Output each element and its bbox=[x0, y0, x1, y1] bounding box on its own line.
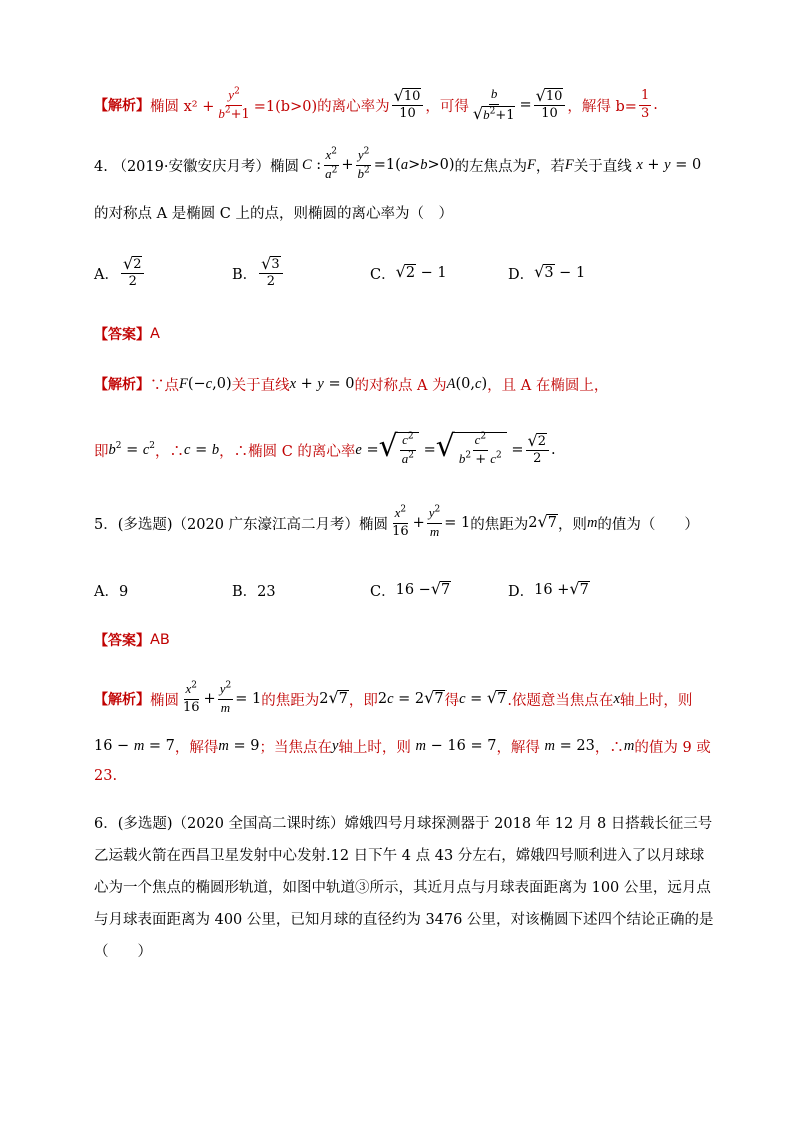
fraction: $\frac{x^2}{16}$ bbox=[392, 504, 409, 539]
text: 的焦距为 bbox=[261, 692, 320, 709]
text: ，∴ bbox=[594, 739, 624, 756]
fraction: $\frac{1}{3}$ bbox=[640, 87, 650, 121]
text: . bbox=[653, 97, 658, 113]
fraction: $\frac{y^2}{m}$ bbox=[428, 504, 441, 539]
option-label: A． bbox=[94, 266, 119, 283]
text: ，则 bbox=[557, 516, 587, 533]
text: ，解得 b= bbox=[567, 98, 637, 115]
text: ，且 A 在椭圆上， bbox=[487, 377, 609, 394]
text: 的值为 9 或 bbox=[634, 739, 711, 756]
text: ，解得 bbox=[496, 739, 540, 756]
fraction: √ 2 2 bbox=[121, 256, 144, 291]
text: 的对称点 A 为 bbox=[354, 377, 447, 394]
answer-value: A bbox=[150, 326, 160, 342]
fraction: √ 10 10 bbox=[392, 88, 424, 123]
text: 的左焦点为 bbox=[454, 158, 528, 175]
analysis-5-line-3 bbox=[94, 764, 734, 788]
text: 的值为（ ） bbox=[597, 516, 699, 533]
fraction: b √ $b^2+1$ bbox=[472, 85, 515, 123]
text: 椭圆 bbox=[150, 692, 179, 709]
text: ；当焦点在 bbox=[259, 739, 332, 756]
option-b[interactable] bbox=[232, 578, 276, 602]
fraction: √ 10 10 bbox=[534, 88, 566, 123]
analysis-4-line-1: 【解析】 ∵点 F(−c,0) 关于直线 x + y = 0 的对称点 A 为 A(0,c) ，且 A 在椭圆上， bbox=[94, 375, 609, 394]
option-c[interactable]: C． √ 2 − 1 bbox=[370, 261, 447, 283]
option-a[interactable] bbox=[94, 250, 146, 296]
analysis-label: 【解析】 bbox=[94, 377, 150, 393]
answer-label: 【答案】 bbox=[94, 633, 150, 649]
fraction: $\frac{y^2}{m}$ bbox=[219, 680, 232, 715]
analysis-5-line-1: 【解析】 椭圆 $\frac{x^2}{16}$ + $\frac{y^2}{m}$ = 1 的焦距为 2 √ 7 ，即 2c = 2 √ 7 得 c = √ 7 .依题意当焦点在 x 轴上时，则 bbox=[94, 680, 693, 715]
text: ，解得 bbox=[174, 739, 219, 756]
question-5-line-1: 5．(多选题)（2020 广东濠江高二月考）椭圆 $\frac{x^2}{16}$ + $\frac{y^2}{m}$ = 1 的焦距为 2 √ 7 ，则 m 的值为（ ） bbox=[94, 504, 699, 539]
analysis-label: 【解析】 bbox=[94, 692, 150, 708]
text: =1(b>0)的离心率为 bbox=[253, 98, 390, 115]
fraction: $\frac{y^2}{b^2+1}$ bbox=[218, 86, 250, 122]
analysis-5-line-2: 16 − m = 7 ，解得 m = 9 ；当焦点在 y 轴上时，则 m − 16 = 7 ，解得 m = 23 ，∴ m 的值为 9 或 bbox=[94, 737, 711, 756]
text: ，若 bbox=[535, 158, 565, 175]
option-label: A．9 bbox=[94, 583, 129, 600]
text: .依题意当焦点在 bbox=[507, 692, 614, 709]
option-a[interactable] bbox=[94, 578, 128, 602]
text: = bbox=[519, 97, 532, 113]
text: 关于直线 bbox=[573, 158, 632, 175]
option-label: B． bbox=[232, 266, 258, 283]
analysis-line-1 bbox=[94, 82, 734, 128]
text: 5．(多选题)（2020 广东濠江高二月考）椭圆 bbox=[94, 516, 389, 533]
question-6: 6．(多选题)（2020 全国高二课时练）嫦娥四号月球探测器于 2018 年 12 月 8 日搭载长征三号乙运载火箭在西昌卫星发射中心发射.12 日下午 4 点 43 分左右，嫦娥四号顺利进入了以月球球心为一个焦点的椭圆形轨道，如图中轨道③所示，其近月点与月球表面距离为 100 公里，远月点与月球表面距离为 400 公里，已知月球的直径约为 3476 公里，对该椭圆下述四个结论正确的是（ ） bbox=[94, 816, 714, 960]
fraction: √ 3 2 bbox=[259, 256, 282, 291]
option-label: D． bbox=[508, 583, 535, 600]
option-label: D． bbox=[508, 266, 535, 283]
text: 即 bbox=[94, 443, 109, 460]
option-label: B．23 bbox=[232, 583, 276, 600]
text: 的焦距为 bbox=[470, 516, 529, 533]
analysis-4-line-2: 即 $b^2 = c^2$ ，∴ c = b ，∴椭圆 C 的离心率 e = √ $\frac{c^2}{a^2}$ = √ $\frac{c^2}{b^2 + c^2}$ = √ 2 2 . bbox=[94, 429, 556, 467]
option-d[interactable]: D． √ 3 − 1 bbox=[508, 261, 586, 283]
fraction: $\frac{x^2}{16}$ bbox=[183, 680, 200, 715]
answer-label: 【答案】 bbox=[94, 327, 150, 343]
text: ，∴ bbox=[155, 443, 185, 460]
question-4-line-1: 4. （2019·安徽安庆月考）椭圆 C : $\frac{x^2}{a^2}$ + $\frac{y^2}{b^2}$ =1(a>b>0) 的左焦点为 F ，若 F 关于直线 x + y = 0 bbox=[94, 146, 702, 181]
question-4-line-2 bbox=[94, 200, 734, 224]
fraction: $\frac{x^2}{a^2}$ bbox=[325, 146, 338, 181]
text: 轴上时，则 bbox=[338, 739, 411, 756]
text: ，可得 bbox=[425, 98, 469, 115]
text: 4. （2019·安徽安庆月考）椭圆 bbox=[94, 158, 299, 175]
text: 椭圆 x² + bbox=[150, 98, 215, 115]
text: 轴上时，则 bbox=[619, 692, 693, 709]
answer-5 bbox=[94, 628, 734, 652]
option-label: C． bbox=[370, 266, 396, 283]
fraction: $\frac{y^2}{b^2}$ bbox=[357, 146, 370, 181]
option-b[interactable] bbox=[232, 250, 285, 296]
text: ，即 bbox=[348, 692, 378, 709]
option-c[interactable]: C． 16 − √ 7 bbox=[370, 578, 451, 600]
text: ∵点 bbox=[150, 377, 179, 394]
text: ，∴椭圆 C 的离心率 bbox=[219, 443, 356, 460]
text: 得 bbox=[444, 692, 460, 709]
answer-value: AB bbox=[150, 632, 170, 648]
text: 关于直线 bbox=[231, 377, 290, 394]
analysis-label: 【解析】 bbox=[94, 98, 150, 114]
option-d[interactable]: D． 16 + √ 7 bbox=[508, 578, 589, 600]
option-label: C． bbox=[370, 583, 396, 600]
answer-4 bbox=[94, 322, 734, 346]
text: 的对称点 A 是椭圆 C 上的点，则椭圆的离心率为（ ） bbox=[94, 205, 454, 222]
text: 23. bbox=[94, 768, 118, 784]
